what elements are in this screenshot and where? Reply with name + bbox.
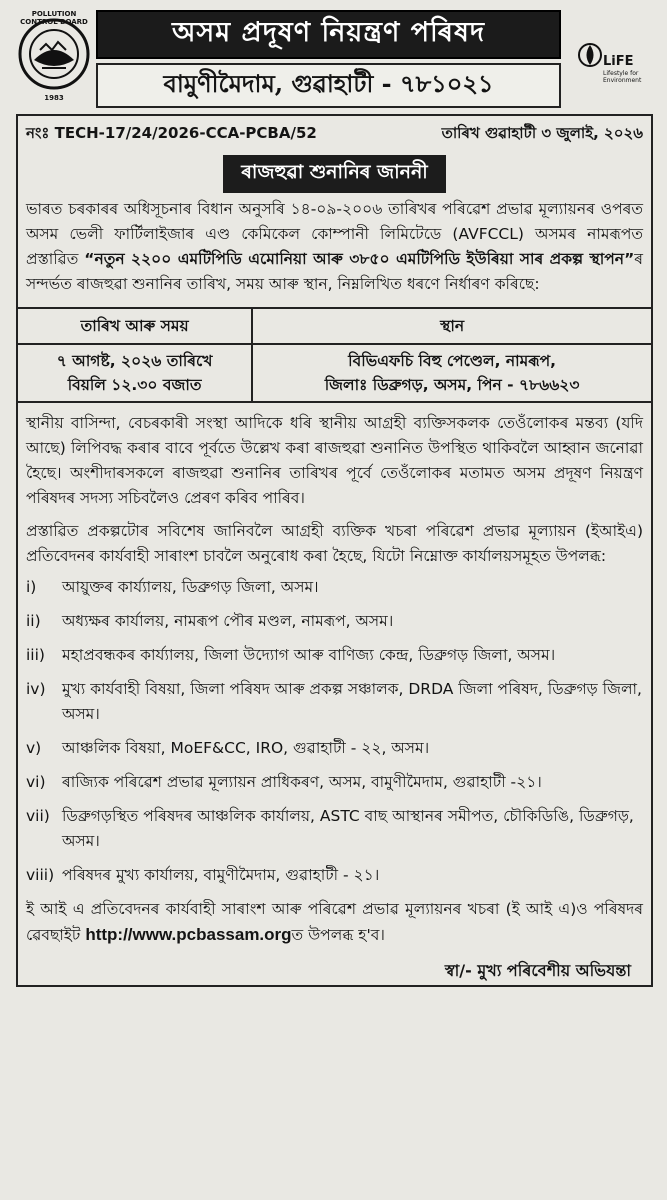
board-address: বামুণীমৈদাম, গুৱাহাটী - ৭৮১০২১ (96, 63, 561, 108)
list-item (26, 736, 643, 761)
life-logo (565, 10, 653, 108)
leaf-icon (577, 40, 603, 70)
list-item-number: i) (26, 578, 37, 596)
pcba-logo (16, 10, 92, 106)
list-item (26, 770, 643, 795)
schedule-col-date-time: তাৰিখ আৰু সময় (18, 308, 252, 344)
list-item-number: vii) (26, 807, 50, 825)
schedule-date-cell (18, 344, 252, 402)
list-item (26, 643, 643, 668)
signature: স্বা/- মুখ্য পৰিবেশীয় অভিযন্তা (444, 961, 631, 980)
list-item-number: v) (26, 739, 42, 757)
offices-list (18, 575, 651, 888)
schedule-row (18, 344, 651, 402)
list-item-text: মুখ্য কাৰ্যবাহী বিষয়া, জিলা পৰিষদ আৰু প্ৰকল্প সঞ্চালক, DRDA জিলা পৰিষদ, ডিব্ৰুগড় জিলা, অসম। (62, 680, 642, 723)
invite-paragraph: স্থানীয় বাসিন্দা, বেচৰকাৰী সংস্থা আদিকে ধৰি স্থানীয় আগ্ৰহী ব্যক্তিসকলক তেওঁলোকৰ মন্তব্য (যদি আছে) লিপিবদ্ধ কৰাৰ বাবে পূৰ্বতে উল্লেখ কৰা ৰাজহুৱা শুনানিত উপস্থিত থাকিবলৈ আহ্বান জনোৱা হৈছে। অংশীদাৰসকলে ৰাজহুৱা শুনানিৰ তাৰিখৰ পূৰ্বে তেওঁলোকৰ মতামত অসম প্ৰদূষণ নিয়ন্ত্ৰণ পৰিষদৰ সদস্য সচিবলৈও প্ৰেৰণ কৰিব পাৰিব। (26, 414, 643, 507)
venue-line1: বিভিএফচি বিহু পেণ্ডেল, নামৰূপ, (348, 352, 557, 370)
list-item-number: viii) (26, 866, 55, 884)
closing-part1: ই আই এ প্ৰতিবেদনৰ কাৰ্যবাহী সাৰাংশ আৰু পৰিৱেশ প্ৰভাৱ মূল্যায়নৰ খচৰা (ই আই এ)ও পৰিষদৰ ৱেবছাইট (26, 900, 643, 944)
website-link[interactable]: http://www.pcbassam.org (85, 925, 292, 944)
list-item (26, 863, 643, 888)
hearing-schedule-table (18, 307, 651, 403)
notice-box (16, 114, 653, 987)
list-item-text: ডিব্ৰুগড়স্থিত পৰিষদৰ আঞ্চলিক কাৰ্যালয়, ASTC বাছ আস্থানৰ সমীপত, চৌকিডিঙি, ডিব্ৰুগড়, অসম। (62, 807, 634, 850)
reference-date: তাৰিখ গুৱাহাটী ৩ জুলাই, ২০২৬ (441, 124, 643, 142)
reference-number: নংঃ TECH-17/24/2026-CCA-PCBA/52 (26, 124, 317, 142)
project-name: “নতুন ২২০০ এমটিপিডি এমোনিয়া আৰু ৩৮৫০ এমটিপিডি ইউৰিয়া সাৰ প্ৰকল্প স্থাপন” (84, 250, 635, 268)
intro-part2: ৰ সন্দৰ্ভত ৰাজহুৱা শুনানিৰ তাৰিখ, সময় আৰু স্থান, নিম্নলিখিত ধৰণে নিৰ্ধাৰণ কৰিছে: (26, 250, 643, 293)
list-item (26, 804, 643, 854)
reference-line (18, 116, 651, 147)
life-label: LiFE (603, 54, 634, 69)
list-item-number: ii) (26, 612, 41, 630)
notice-heading: ৰাজহুৱা শুনানিৰ জাননী (223, 155, 446, 193)
list-item-text: মহাপ্ৰবন্ধকৰ কাৰ্য্যালয়, জিলা উদ্যোগ আৰু বাণিজ্য কেন্দ্ৰ, ডিব্ৰুগড় জিলা, অসম। (62, 646, 556, 664)
header-titles (96, 10, 561, 108)
schedule-col-venue: স্থান (252, 308, 651, 344)
schedule-time: বিয়লি ১২.৩০ বজাত (67, 376, 202, 394)
list-item-number: vi) (26, 773, 46, 791)
schedule-header-row (18, 308, 651, 344)
notice-heading-wrap (18, 155, 651, 193)
list-item (26, 609, 643, 634)
schedule-date: ৭ আগষ্ট, ২০২৬ তাৰিখে (56, 352, 213, 370)
list-item-number: iv) (26, 680, 46, 698)
closing-paragraph (18, 897, 651, 948)
schedule-venue-cell (252, 344, 651, 402)
closing-part2: ত উপলব্ধ হ'ব। (291, 926, 385, 944)
logo-caption: POLLUTION CONTROL BOARD (20, 10, 88, 26)
details-paragraph: প্ৰস্তাৱিত প্ৰকল্পটোৰ সবিশেষ জানিবলৈ আগ্ৰহী ব্যক্তিক খচৰা পৰিৱেশ প্ৰভাৱ মূল্যায়ন (ইআইএ) প্ৰতিবেদনৰ কাৰ্যবাহী সাৰাংশ চাবলৈ অনুৰোধ কৰা হৈছে, যিটো নিম্নোক্ত কাৰ্যালয়সমূহত উপলব্ধ: (26, 522, 643, 565)
list-item-number: iii) (26, 646, 45, 664)
intro-part1: ভাৰত চৰকাৰৰ অধিসূচনাৰ বিধান অনুসৰি ১৪-০৯-২০০৬ তাৰিখৰ পৰিৱেশ প্ৰভাৱ মূল্যায়নৰ ওপৰত অসম ভেলী ফাৰ্টিলাইজাৰ এণ্ড কেমিকেল কোম্পানী লিমিটেডে (AVFCCL) অসমৰ নামৰূপত প্ৰস্তাৱিত (26, 200, 643, 268)
life-tagline: Lifestyle for Environment (603, 70, 642, 84)
list-item-text: ৰাজ্যিক পৰিৱেশ প্ৰভাৱ মূল্যায়ন প্ৰাধিকৰণ, অসম, বামুণীমৈদাম, গুৱাহাটী -২১। (62, 773, 542, 791)
header (16, 10, 653, 108)
list-item-text: আঞ্চলিক বিষয়া, MoEF&CC, IRO, গুৱাহাটী - ২২, অসম। (62, 739, 430, 757)
venue-line2: জিলাঃ ডিব্ৰুগড়, অসম, পিন - ৭৮৬৬২৩ (324, 376, 580, 394)
list-item-text: পৰিষদৰ মুখ্য কাৰ্যালয়, বামুণীমৈদাম, গুৱাহাটী - ২১। (62, 866, 380, 884)
list-item-text: অধ্যক্ষৰ কাৰ্যালয়, নামৰূপ পৌৰ মণ্ডল, নামৰূপ, অসম। (62, 612, 394, 630)
board-title: অসম প্ৰদূষণ নিয়ন্ত্ৰণ পৰিষদ (96, 10, 561, 59)
logo-year: 1983 (44, 94, 64, 102)
list-item-text: আয়ুক্তৰ কাৰ্য্যালয়, ডিব্ৰুগড় জিলা, অসম। (62, 578, 319, 596)
intro-paragraph (18, 197, 651, 297)
list-item (26, 575, 643, 600)
list-item (26, 677, 643, 727)
